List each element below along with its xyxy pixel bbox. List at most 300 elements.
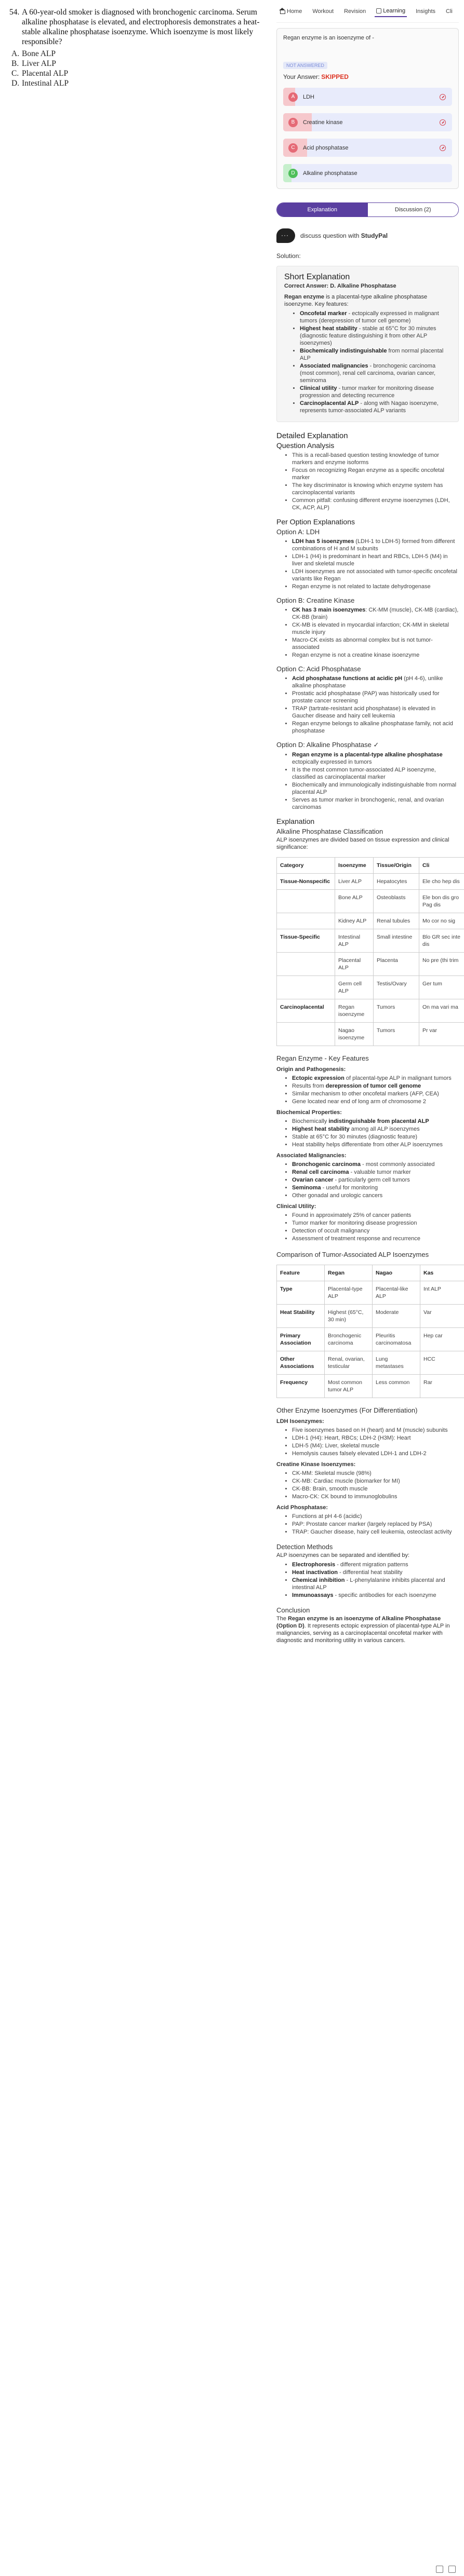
item-text: Detection of occult malignancy: [292, 1228, 370, 1234]
bold-term: Associated malignancies: [300, 363, 368, 369]
list-item: [292, 751, 459, 766]
bold-term: Oncofetal marker: [300, 310, 347, 317]
table-cell: Bronchogenic carcinoma: [325, 1328, 373, 1351]
list-item: [292, 1082, 459, 1090]
question-options: [9, 49, 261, 88]
option-a-list: [276, 538, 459, 590]
discuss-with-studypal[interactable]: [276, 228, 459, 243]
option-d-title: Option D: Alkaline Phosphatase ✓: [276, 741, 379, 749]
bold-term: Ectopic expression: [292, 1075, 344, 1081]
item-text: - L-phenylalanine inhibits placental and intestinal ALP: [292, 1577, 445, 1591]
intro-text: is a placental-type alkaline phosphatase isoenzyme. Key features:: [284, 294, 428, 307]
bold-term: Acid phosphatase functions at acidic pH: [292, 675, 403, 682]
table-cell: Hep car: [420, 1328, 464, 1351]
tab-explanation[interactable]: Explanation: [277, 203, 368, 216]
table-cell: Renal, ovarian, testicular: [325, 1351, 373, 1375]
wrong-icon: [440, 119, 446, 126]
bold-term: Ovarian cancer: [292, 1177, 334, 1183]
per-option-title: Per Option Explanations: [276, 518, 355, 526]
conclusion-body: . It represents ectopic expression of placental-type ALP in malignancies, serving as a carcinoplacental oncofetal marker with diagnostic and monitoring utility in various cancers.: [276, 1623, 450, 1644]
short-explanation: [276, 266, 459, 422]
table-cell: Tumors: [374, 999, 419, 1023]
table-cell: Intestinal ALP: [335, 929, 374, 953]
discuss-text: [300, 232, 388, 239]
list-item: [292, 1075, 459, 1082]
bold-term: Highest heat stability: [300, 326, 357, 332]
bold-term: Biochemically indistinguishable: [300, 348, 387, 354]
table-cell: Testis/Ovary: [374, 976, 419, 999]
table-cell: [277, 890, 335, 913]
option-letter: B.: [11, 59, 19, 68]
table-row: [277, 1305, 464, 1328]
qa-title: Question Analysis: [276, 441, 335, 450]
list-item: [300, 385, 451, 399]
table-cell: Ele cho hep dis: [419, 874, 464, 890]
learning-panel: [270, 0, 464, 2576]
bold-term: Immunoassays: [292, 1592, 334, 1598]
table-cell: [277, 953, 335, 976]
table-cell: HCC: [420, 1351, 464, 1375]
detailed-title: Detailed Explanation: [276, 431, 348, 440]
wrong-icon: [440, 145, 446, 151]
item-text: LDH-5 (M4): Liver, skeletal muscle: [292, 1443, 380, 1449]
table-cell: Placental-type ALP: [325, 1281, 373, 1305]
item-text: Biochemically: [292, 1118, 329, 1124]
table-cell: Mo cor no sig: [419, 913, 464, 929]
item-text: TRAP (tartrate-resistant acid phosphatase) is elevated in Gaucher disease and hairy cell leukemia: [292, 706, 436, 719]
bold-term: Renal cell carcinoma: [292, 1169, 349, 1175]
item-text: Assessment of treatment response and recurrence: [292, 1236, 421, 1242]
answer-option-c[interactable]: [283, 139, 452, 157]
table-cell: Kidney ALP: [335, 913, 374, 929]
table-cell: [277, 913, 335, 929]
list-item: [292, 1161, 459, 1168]
table-row: [277, 1351, 464, 1375]
home-icon: [280, 10, 285, 14]
table-header-row: [277, 1265, 464, 1281]
list-item: [300, 310, 451, 324]
table-cell: Moderate: [373, 1305, 420, 1328]
option-letter-badge: A: [288, 92, 298, 102]
table-cell: Tumors: [374, 1023, 419, 1046]
item-text: PAP: Prostate cancer marker (largely replaced by PSA): [292, 1521, 432, 1527]
item-text: - valuable tumor marker: [349, 1169, 411, 1175]
item-text: LDH-1 (H4): Heart, RBCs; LDH-2 (H3M): Heart: [292, 1435, 411, 1441]
item-text: - tumor marker for monitoring disease progression and detecting recurrence: [300, 385, 434, 399]
item-text: Results from: [292, 1083, 326, 1089]
list-item: [292, 1098, 459, 1105]
list-item: [300, 400, 451, 414]
biochem-list: [276, 1118, 459, 1148]
bold-term: Regan enzyme is an isoenzyme of Alkaline Phosphatase (Option D): [276, 1616, 441, 1629]
table-cell: [277, 976, 335, 999]
option-letter-badge: C: [288, 143, 298, 153]
item-text: It is the most common tumor-associated ALP isoenzyme, classified as carcinoplacental marker: [292, 767, 436, 780]
item-text: Hemolysis causes falsely elevated LDH-1 and LDH-2: [292, 1450, 427, 1457]
table-cell: Nagao isoenzyme: [335, 1023, 374, 1046]
tab-discussion[interactable]: Discussion (2): [368, 203, 459, 216]
list-item: [292, 606, 459, 621]
item-text: LDH-1 (H4) is predominant in heart and RBCs, LDH-5 (M4) in liver and skeletal muscle: [292, 553, 448, 567]
list-item: [292, 1577, 459, 1591]
footer-actions: [436, 2566, 456, 2573]
list-item: [292, 538, 459, 552]
list-item: [292, 1477, 459, 1485]
option-text: LDH: [303, 93, 315, 100]
list-item: [292, 1133, 459, 1141]
option-text: Placental ALP: [22, 69, 69, 78]
item-text: - ectopically expressed in malignant tumors (derepression of tumor cell genome): [300, 310, 439, 324]
column-header: Regan: [325, 1265, 373, 1281]
table-cell: Frequency: [277, 1375, 325, 1398]
classification-title: Alkaline Phosphatase Classification: [276, 828, 383, 835]
bold-term: Electrophoresis: [292, 1562, 336, 1568]
item-text: Functions at pH 4-6 (acidic): [292, 1513, 362, 1520]
option-letter: D.: [11, 79, 20, 88]
option-c-title: Option C: Acid Phosphatase: [276, 665, 361, 673]
table-cell: Pr var: [419, 1023, 464, 1046]
table-cell: Renal tubules: [374, 913, 419, 929]
bold-term: derepression of tumor cell genome: [325, 1083, 421, 1089]
conclusion-title: Conclusion: [276, 1606, 310, 1614]
list-item: [292, 1235, 459, 1242]
table-cell: Ger tum: [419, 976, 464, 999]
answer-label: Your Answer:: [283, 73, 320, 80]
list-item: [292, 1219, 459, 1227]
table-cell: Placental-like ALP: [373, 1281, 420, 1305]
nav-learning[interactable]: [375, 6, 407, 17]
list-item: [300, 325, 451, 347]
list-item: [292, 675, 459, 689]
bold-term: Clinical utility: [300, 385, 337, 391]
nav-revision[interactable]: [342, 6, 367, 17]
option-text: Acid phosphatase: [303, 144, 349, 151]
item-text: Prostatic acid phosphatase (PAP) was historically used for prostate cancer screening: [292, 690, 440, 704]
detection-title: Detection Methods: [276, 1543, 333, 1551]
question-card: [276, 28, 459, 189]
list-item: [292, 1569, 459, 1576]
nav-label: Home: [287, 8, 302, 15]
table-row: [277, 1328, 464, 1351]
nav-insights[interactable]: [414, 6, 437, 17]
nav-label: Workout: [312, 8, 334, 15]
nav-workout[interactable]: [311, 6, 335, 17]
list-item: [292, 652, 459, 659]
option-text: Intestinal ALP: [22, 79, 69, 88]
table-cell: No pre (thi trim: [419, 953, 464, 976]
copy-icon[interactable]: [436, 2566, 443, 2573]
table-cell: Rar: [420, 1375, 464, 1398]
item-text: The key discriminator is knowing which enzyme system has carcinoplacental variants: [292, 482, 443, 496]
list-item: [292, 1212, 459, 1219]
item-text: - particularly germ cell tumors: [333, 1177, 410, 1183]
item-text: Regan enzyme belongs to alkaline phosphatase family, not acid phosphatase: [292, 721, 453, 734]
list-item: [292, 1192, 459, 1199]
conclusion-pre: The: [276, 1616, 288, 1622]
bold-term: Carcinoplacental ALP: [300, 400, 359, 406]
item-text: - bronchogenic carcinoma (most common), renal cell carcinoma, ovarian cancer, seminoma: [300, 363, 436, 384]
list-item: [292, 1592, 459, 1599]
origin-list: [276, 1075, 459, 1105]
table-cell: Ele bon dis gro Pag dis: [419, 890, 464, 913]
question-option-b: [11, 59, 261, 69]
bold-term: CK has 3 main isoenzymes: [292, 607, 366, 613]
table-cell: Other Associations: [277, 1351, 325, 1375]
item-text: Gene located near end of long arm of chromosome 2: [292, 1099, 427, 1105]
table-cell: Blo GR sec inte dis: [419, 929, 464, 953]
list-item: [292, 1169, 459, 1176]
table-cell: Int ALP: [420, 1281, 464, 1305]
clinical-label: Clinical Utility:: [276, 1203, 316, 1210]
item-text: - useful for monitoring: [321, 1185, 378, 1191]
list-item: [292, 1427, 459, 1434]
option-letter: C.: [11, 69, 19, 78]
list-item: [292, 1470, 459, 1477]
table-cell: Less common: [373, 1375, 420, 1398]
table-cell: Placenta: [374, 953, 419, 976]
item-text: - most commonly associated: [361, 1161, 435, 1168]
answer-option-a[interactable]: [283, 88, 452, 106]
list-item: [292, 1184, 459, 1191]
list-item: [300, 362, 451, 384]
list-item: [292, 796, 459, 811]
column-header: Category: [277, 858, 335, 874]
correct-answer: Correct Answer: D. Alkaline Phosphatase: [284, 283, 396, 289]
blank-chip: NOT ANSWERED: [283, 62, 327, 69]
item-text: Similar mechanism to other oncofetal markers (AFP, CEA): [292, 1091, 439, 1097]
item-text: Tumor marker for monitoring disease progression: [292, 1220, 417, 1226]
other-title: Other Enzyme Isoenzymes (For Differentiation): [276, 1406, 418, 1414]
list-item: [292, 1434, 459, 1442]
column-header: Kas: [420, 1265, 464, 1281]
brand-name: StudyPal: [361, 232, 388, 239]
list-item: [292, 621, 459, 636]
bold-term: Chemical inhibition: [292, 1577, 345, 1583]
table-cell: [277, 1023, 335, 1046]
list-item: [292, 1485, 459, 1493]
item-text: This is a recall-based question testing knowledge of tumor markers and enzyme isoforms: [292, 452, 440, 466]
list-item: [292, 482, 459, 496]
list-item: [292, 781, 459, 796]
table-cell: Tissue-Nonspecific: [277, 874, 335, 890]
option-text: Bone ALP: [22, 49, 56, 58]
detection-intro: ALP isoenzymes can be separated and identified by:: [276, 1552, 410, 1558]
acp-label: Acid Phosphatase:: [276, 1504, 328, 1511]
nav-label: Learning: [383, 7, 406, 14]
list-item: [300, 347, 451, 362]
item-text: - along with Nagao isoenzyme, represents tumor-associated ALP variants: [300, 400, 439, 414]
book-icon: [376, 8, 381, 13]
table-cell: Bone ALP: [335, 890, 374, 913]
explanation-tabs: [276, 202, 459, 217]
compare-title: Comparison of Tumor-Associated ALP Isoenzymes: [276, 1251, 429, 1258]
item-text: Common pitfall: confusing different enzyme isoenzymes (LDH, CK, ACP, ALP): [292, 497, 450, 511]
item-text: Macro-CK: CK bound to immunoglobulins: [292, 1494, 397, 1500]
item-text: CK-MM: Skeletal muscle (98%): [292, 1470, 372, 1476]
table-cell: Germ cell ALP: [335, 976, 374, 999]
list-item: [292, 1090, 459, 1097]
list-item: [292, 720, 459, 735]
table-cell: Heat Stability: [277, 1305, 325, 1328]
item-text: of placental-type ALP in malignant tumors: [344, 1075, 452, 1081]
ck-label: Creatine Kinase Isoenzymes:: [276, 1461, 356, 1468]
ldh-label: LDH Isoenzymes:: [276, 1418, 324, 1425]
list-item: [292, 690, 459, 704]
list-item: [292, 1493, 459, 1500]
column-header: Tissue/Origin: [374, 858, 419, 874]
bold-term: Regan enzyme is a placental-type alkaline phosphatase: [292, 752, 443, 758]
clinical-list: [276, 1212, 459, 1242]
table-cell: Var: [420, 1305, 464, 1328]
answer-option-b[interactable]: [283, 113, 452, 131]
option-letter-badge: B: [288, 118, 298, 127]
table-row: [277, 999, 464, 1023]
item-text: TRAP: Gaucher disease, hairy cell leukemia, osteoclast activity: [292, 1529, 452, 1535]
option-b-title: Option B: Creatine Kinase: [276, 596, 355, 604]
top-nav: [276, 0, 459, 23]
table-cell: Primary Association: [277, 1328, 325, 1351]
list-item: [292, 1450, 459, 1457]
discuss-prefix: discuss question with: [300, 232, 361, 239]
list-item: [292, 467, 459, 481]
bold-term: Highest heat stability: [292, 1126, 350, 1132]
comparison-table: [276, 1265, 464, 1398]
item-text: Macro-CK exists as abnormal complex but is not tumor-associated: [292, 637, 433, 650]
assoc-label: Associated Malignancies:: [276, 1153, 347, 1159]
table-row: [277, 929, 464, 953]
list-item: [292, 553, 459, 567]
table-cell: Placental ALP: [335, 953, 374, 976]
bold-term: Heat inactivation: [292, 1569, 338, 1576]
question-number: 54.: [9, 8, 20, 17]
option-b-list: [276, 606, 459, 659]
option-c-list: [276, 675, 459, 735]
classification-intro: ALP isoenzymes are divided based on tissue expression and clinical significance:: [276, 837, 449, 850]
table-cell: Lung metastases: [373, 1351, 420, 1375]
question-option-a: [11, 49, 261, 59]
list-item: [292, 766, 459, 781]
question-stem: [9, 7, 261, 47]
table-cell: Highest (65°C, 30 min): [325, 1305, 373, 1328]
table-cell: Regan isoenzyme: [335, 999, 374, 1023]
nav-more[interactable]: [444, 6, 454, 17]
ck-list: [276, 1470, 459, 1500]
list-item: [292, 1176, 459, 1184]
answer-option-d[interactable]: [283, 164, 452, 182]
item-text: CK-MB is elevated in myocardial infarction; CK-MM in skeletal muscle injury: [292, 622, 449, 635]
share-icon[interactable]: [448, 2566, 456, 2573]
item-text: Heat stability helps differentiate from other ALP isoenzymes: [292, 1142, 443, 1148]
item-text: Focus on recognizing Regan enzyme as a specific oncofetal marker: [292, 467, 444, 481]
list-item: [292, 568, 459, 582]
nav-home[interactable]: [279, 6, 303, 17]
item-text: Five isoenzymes based on H (heart) and M (muscle) subunits: [292, 1427, 448, 1433]
table-row: [277, 1375, 464, 1398]
list-item: [292, 1118, 459, 1125]
table-row: [277, 1281, 464, 1305]
nav-label: Insights: [416, 8, 436, 15]
card-stem: Regan enzyme is an isoenzyme of -: [283, 35, 374, 41]
table-row: [277, 890, 464, 913]
table-cell: Small intestine: [374, 929, 419, 953]
item-text: from normal placental ALP: [300, 348, 444, 361]
item-text: (pH 4-6), unlike alkaline phosphatase: [292, 675, 443, 689]
list-item: [292, 1141, 459, 1148]
solution-label: Solution:: [276, 252, 301, 260]
bold-term: Seminoma: [292, 1185, 321, 1191]
table-cell: On ma vari ma: [419, 999, 464, 1023]
table-cell: Type: [277, 1281, 325, 1305]
table-header-row: [277, 858, 464, 874]
item-text: - different migration patterns: [335, 1562, 408, 1568]
table-cell: Osteoblasts: [374, 890, 419, 913]
list-item: [292, 1561, 459, 1568]
item-text: CK-MB: Cardiac muscle (biomarker for MI): [292, 1478, 400, 1484]
nav-label: Cli: [446, 8, 453, 15]
bold-term: indistinguishable from placental ALP: [328, 1118, 429, 1124]
bold-term: Regan enzyme: [284, 294, 325, 300]
conclusion-text: [276, 1615, 459, 1644]
list-item: [292, 1442, 459, 1449]
option-text: Creatine kinase: [303, 119, 343, 126]
option-letter: A.: [11, 49, 20, 58]
item-text: - specific antibodies for each isoenzyme: [333, 1592, 436, 1598]
detection-list: [276, 1561, 459, 1599]
table-row: [277, 913, 464, 929]
table-cell: Hepatocytes: [374, 874, 419, 890]
assoc-list: [276, 1161, 459, 1199]
short-list: [284, 310, 451, 414]
list-item: [292, 636, 459, 651]
item-text: Regan enzyme is not a creatine kinase isoenzyme: [292, 652, 420, 658]
question-option-c: [11, 69, 261, 78]
list-item: [292, 705, 459, 720]
explanation-title: Explanation: [276, 817, 315, 825]
option-text: Liver ALP: [22, 59, 56, 68]
table-cell: Carcinoplacental: [277, 999, 335, 1023]
short-explanation-title: Short Explanation: [284, 273, 350, 281]
option-text: Alkaline phosphatase: [303, 170, 357, 177]
nav-label: Revision: [344, 8, 366, 15]
column-header: Feature: [277, 1265, 325, 1281]
option-d-list: [276, 751, 459, 811]
answer-status: SKIPPED: [321, 73, 349, 80]
ldh-list: [276, 1427, 459, 1457]
item-text: Found in approximately 25% of cancer patients: [292, 1212, 412, 1218]
item-text: among all ALP isoenzymes: [349, 1126, 420, 1132]
item-text: - differential heat stability: [338, 1569, 403, 1576]
item-text: Serves as tumor marker in bronchogenic, renal, and ovarian carcinomas: [292, 797, 444, 810]
question-option-d: [11, 78, 261, 88]
chat-bubble-icon: [276, 228, 295, 243]
item-text: CK-BB: Brain, smooth muscle: [292, 1486, 368, 1492]
question-panel: [0, 0, 270, 96]
item-text: Stable at 65°C for 30 minutes (diagnostic feature): [292, 1134, 418, 1140]
item-text: Other gonadal and urologic cancers: [292, 1192, 383, 1199]
table-cell: Liver ALP: [335, 874, 374, 890]
table-row: [277, 874, 464, 890]
item-text: : CK-MM (muscle), CK-MB (cardiac), CK-BB (brain): [292, 607, 459, 620]
table-row: [277, 976, 464, 999]
item-text: Regan enzyme is not related to lactate dehydrogenase: [292, 584, 431, 590]
table-row: [277, 1023, 464, 1046]
option-letter-badge: D: [288, 169, 298, 178]
table-cell: Tissue-Specific: [277, 929, 335, 953]
list-item: [292, 583, 459, 590]
short-intro: [284, 293, 451, 308]
qa-list: [276, 452, 459, 511]
table-row: [277, 953, 464, 976]
